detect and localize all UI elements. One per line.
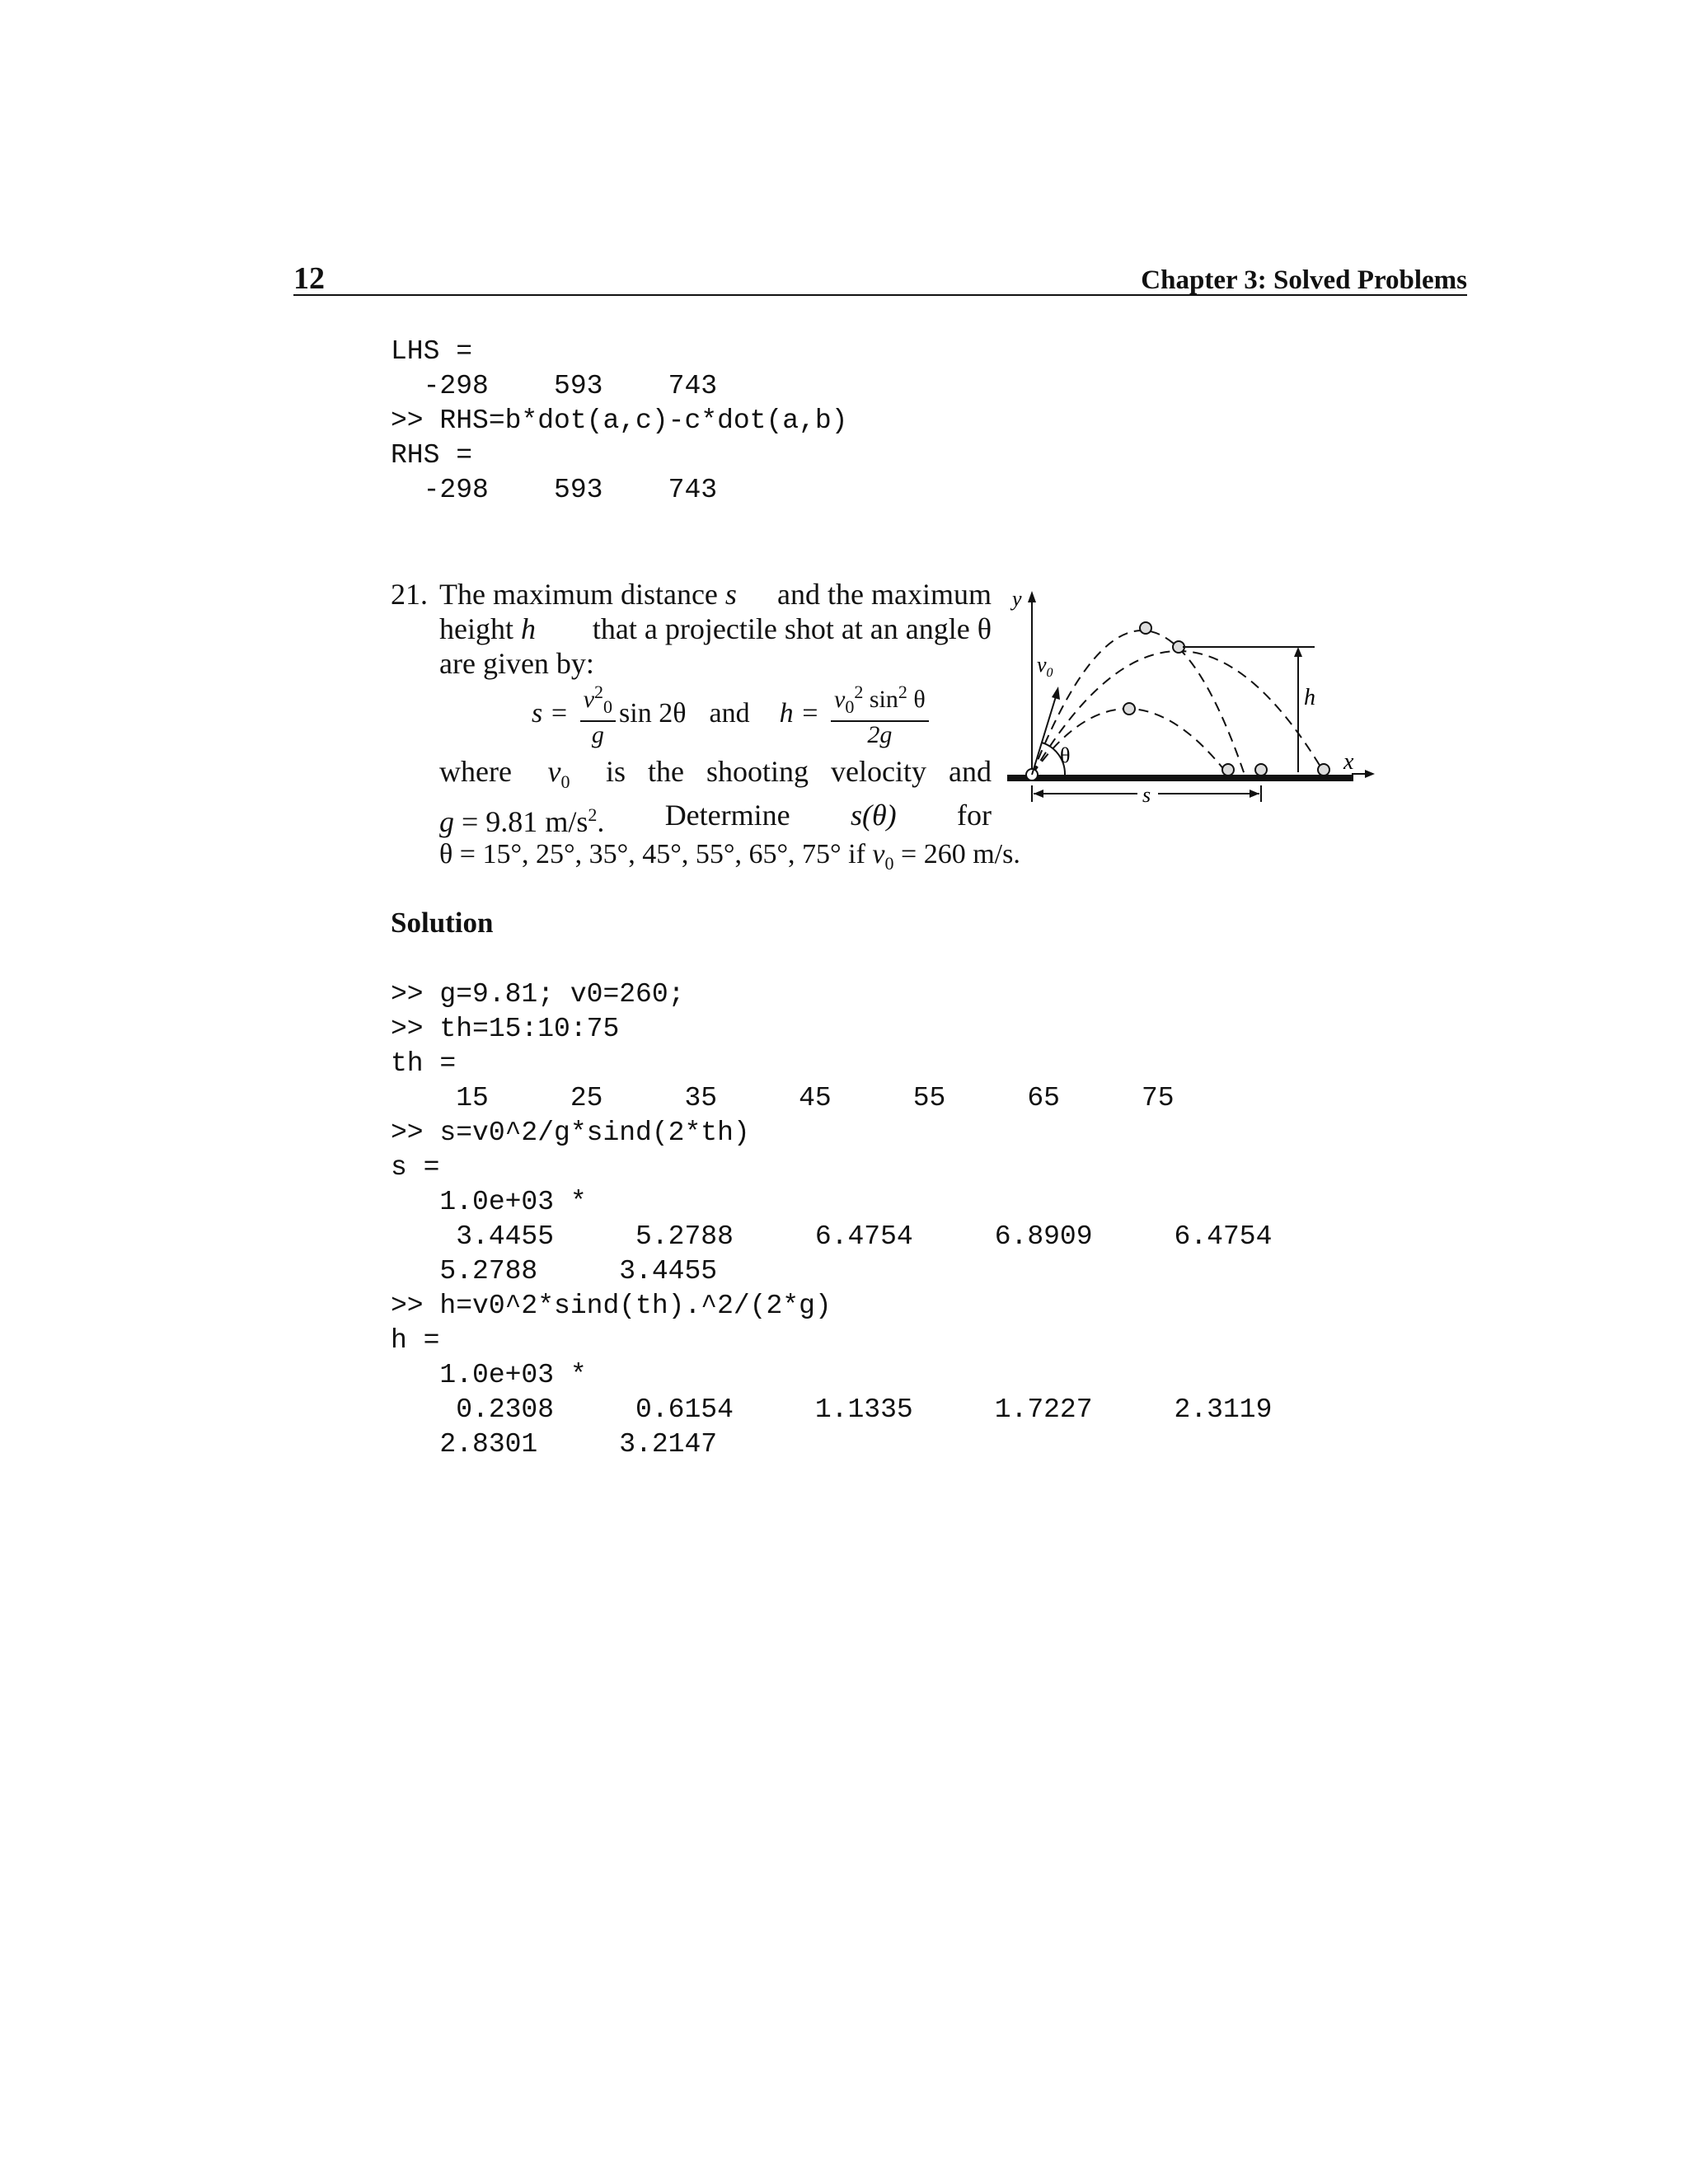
height-arrowhead bbox=[1294, 647, 1302, 657]
solution-heading: Solution bbox=[391, 907, 494, 939]
problem-line-2: height h that a projectile shot at an angle θ bbox=[439, 612, 992, 645]
code-line: 3.4455 5.2788 6.4754 6.8909 6.4754 bbox=[391, 1221, 1273, 1252]
projectile-diagram bbox=[1006, 581, 1376, 820]
eq-s-fraction bbox=[580, 679, 616, 748]
range-arrow-right bbox=[1250, 790, 1259, 798]
velocity-arrowhead bbox=[1052, 687, 1060, 700]
page-number: 12 bbox=[293, 261, 325, 296]
code-line: 15 25 35 45 55 65 75 bbox=[391, 1083, 1175, 1113]
code-line: 5.2788 3.4455 bbox=[391, 1256, 718, 1286]
code-line: s = bbox=[391, 1152, 440, 1183]
problem-line-3: are given by: bbox=[439, 647, 594, 680]
g-line: g = 9.81 $m/s^2$. Determine s(θ) for bbox=[439, 799, 992, 838]
ball bbox=[1255, 764, 1267, 776]
ball bbox=[1222, 764, 1234, 776]
where-line: where $v_0$ is the shooting velocity and bbox=[439, 755, 992, 793]
eq-s-rest: sin 2θ bbox=[619, 698, 687, 729]
code-line: 1.0e+03 * bbox=[391, 1187, 587, 1217]
theta-line: θ = 15°, 25°, 35°, 45°, 55°, 65°, 75° if $v_0 = 260$ m/s. bbox=[439, 839, 1020, 874]
problem-statement bbox=[439, 577, 992, 681]
ball bbox=[1173, 641, 1184, 653]
chapter-title: Chapter 3: Solved Problems bbox=[1141, 265, 1467, 295]
range-arrow-left bbox=[1034, 790, 1043, 798]
x-axis-arrow bbox=[1365, 770, 1375, 778]
eq-h-lhs: h = bbox=[779, 698, 820, 729]
eq-s-numerator: $v^2_0$ bbox=[580, 679, 616, 722]
ground bbox=[1007, 775, 1353, 781]
ball bbox=[1140, 622, 1151, 634]
eq-s-lhs: s = bbox=[532, 698, 569, 729]
theta-label: θ bbox=[1060, 743, 1071, 767]
code-line: 2.8301 3.2147 bbox=[391, 1429, 718, 1460]
eq-h-numerator: $v_0^2$ $\sin^2 \theta$ bbox=[831, 679, 929, 722]
eq-and: and bbox=[709, 698, 750, 729]
y-axis-label: y bbox=[1012, 587, 1022, 611]
eq-h-fraction bbox=[831, 679, 929, 748]
ball bbox=[1123, 703, 1135, 715]
code-line: >> RHS=b*dot(a,c)-c*dot(a,b) bbox=[391, 405, 848, 436]
range-label: s bbox=[1142, 783, 1151, 807]
velocity-label: $v_0$ bbox=[1037, 653, 1053, 680]
code-line: h = bbox=[391, 1325, 440, 1356]
y-axis-arrow bbox=[1028, 591, 1036, 602]
code-line: LHS = bbox=[391, 336, 473, 367]
problem-number: 21. bbox=[391, 578, 428, 611]
x-axis-label: x bbox=[1343, 749, 1354, 775]
code-line: -298 593 743 bbox=[391, 475, 718, 505]
eq-s-denominator: g bbox=[591, 721, 604, 748]
eq-h-denominator: 2g bbox=[867, 721, 893, 748]
solution-code-block bbox=[391, 977, 1380, 1472]
problem-line-1: The maximum distance s and the maximum bbox=[439, 578, 992, 611]
velocity-vector bbox=[1032, 694, 1057, 775]
code-line: th = bbox=[391, 1048, 457, 1079]
height-label: h bbox=[1304, 685, 1315, 710]
code-line: -298 593 743 bbox=[391, 371, 718, 401]
code-line: 1.0e+03 * bbox=[391, 1360, 587, 1390]
code-line: >> th=15:10:75 bbox=[391, 1014, 620, 1044]
ball bbox=[1318, 764, 1329, 776]
code-line: RHS = bbox=[391, 440, 473, 471]
header-rule bbox=[293, 294, 1467, 296]
code-line: >> g=9.81; v0=260; bbox=[391, 979, 685, 1010]
code-line: >> h=v0^2*sind(th).^2/(2*g) bbox=[391, 1291, 832, 1321]
equations bbox=[532, 681, 929, 747]
trajectory-mid bbox=[1032, 651, 1325, 775]
code-line: 0.2308 0.6154 1.1335 1.7227 2.3119 bbox=[391, 1394, 1273, 1425]
top-code-block bbox=[391, 335, 1050, 516]
code-line: >> s=v0^2/g*sind(2*th) bbox=[391, 1118, 750, 1148]
